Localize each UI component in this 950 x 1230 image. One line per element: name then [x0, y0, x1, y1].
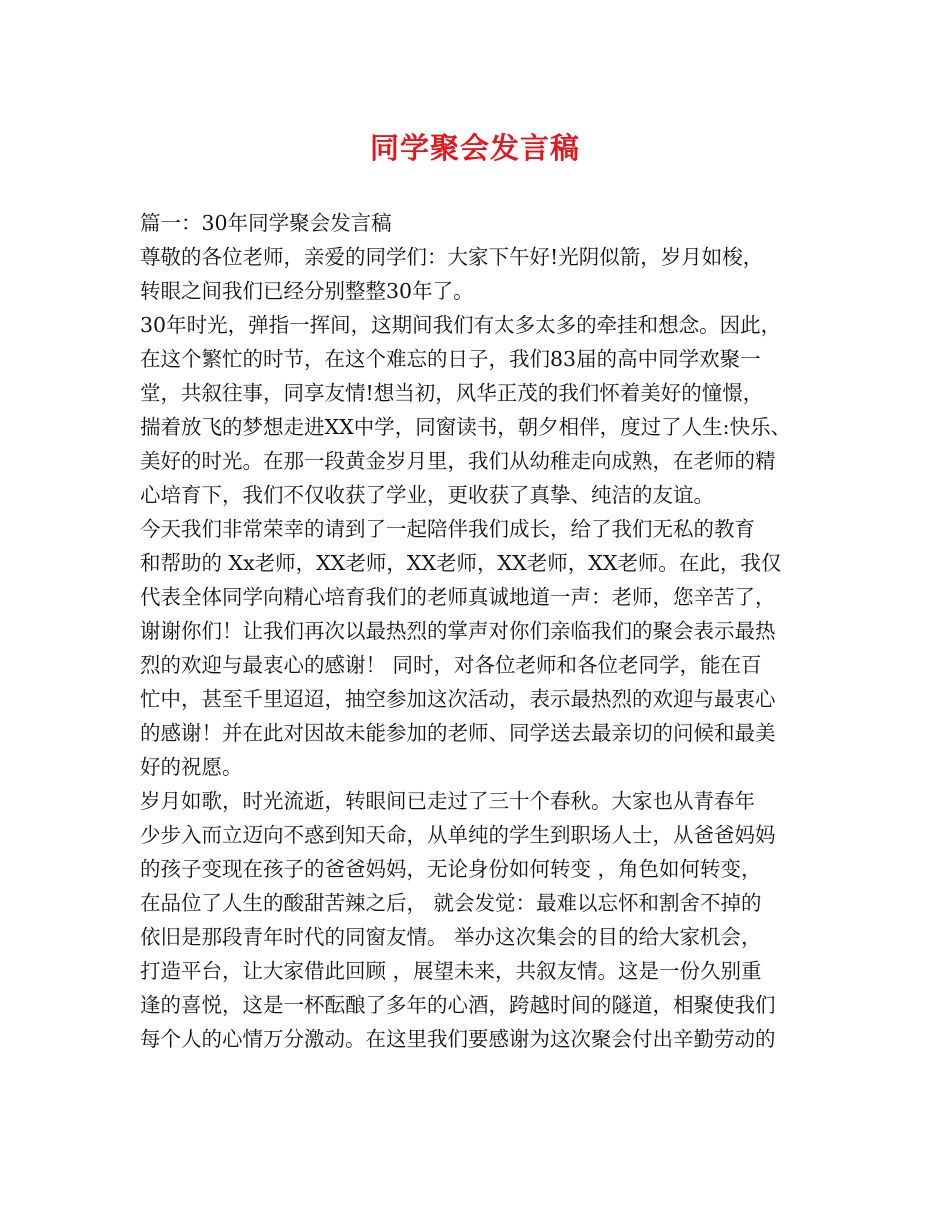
text-line: 岁月如歌，时光流逝，转眼间已走过了三十个春秋。大家也从青春年	[140, 789, 755, 813]
document-title: 同学聚会发言稿	[369, 131, 580, 165]
text-line: 忙中，甚至千里迢迢，抽空参加这次活动，表示最热烈的欢迎与最衷心	[140, 687, 776, 711]
text-line: 在这个繁忙的时节，在这个难忘的日子，我们83届的高中同学欢聚一	[140, 347, 761, 371]
text-line: 逢的喜悦，这是一杯酝酿了多年的心酒，跨越时间的隧道，相聚使我们	[140, 993, 776, 1017]
text-line: 代表全体同学向精心培育我们的老师真诚地道一声：老师，您辛苦了，	[140, 585, 776, 609]
text-line: 好的祝愿。	[140, 755, 243, 779]
text-line: 和帮助的 Xx老师，XX老师，XX老师，XX老师，XX老师。在此，我仅	[140, 551, 782, 575]
text-line: 谢谢你们！让我们再次以最热烈的掌声对你们亲临我们的聚会表示最热	[140, 619, 776, 643]
text-line: 在品位了人生的酸甜苦辣之后， 就会发觉：最难以忘怀和割舍不掉的	[140, 891, 762, 915]
text-line: 今天我们非常荣幸的请到了一起陪伴我们成长，给了我们无私的教育	[140, 517, 755, 541]
text-line: 的感谢！并在此对因故未能参加的老师、同学送去最亲切的问候和最美	[140, 721, 776, 745]
text-line: 转眼之间我们已经分别整整30年了。	[140, 279, 474, 303]
document-body	[140, 206, 830, 1056]
text-line: 堂，共叙往事，同享友情!想当初，风华正茂的我们怀着美好的憧憬，	[140, 381, 764, 405]
text-line: 少步入而立迈向不惑到知天命，从单纯的学生到职场人士，从爸爸妈妈	[140, 823, 776, 847]
text-line: 揣着放飞的梦想走进XX中学，同窗读书，朝夕相伴，度过了人生:快乐、	[140, 415, 792, 439]
text-line: 依旧是那段青年时代的同窗友情。 举办这次集会的目的给大家机会，	[140, 925, 762, 949]
text-line: 美好的时光。在那一段黄金岁月里，我们从幼稚走向成熟，在老师的精	[140, 449, 776, 473]
text-line: 每个人的心情万分激动。在这里我们要感谢为这次聚会付出辛勤劳动的	[140, 1027, 776, 1051]
text-line: 尊敬的各位老师，亲爱的同学们：大家下午好!光阴似箭，岁月如梭，	[140, 245, 764, 269]
text-line: 打造平台，让大家借此回顾 ，展望未来，共叙友情。这是一份久别重	[140, 959, 762, 983]
text-line: 30年时光，弹指一挥间，这期间我们有太多太多的牵挂和想念。因此，	[140, 313, 782, 337]
text-line: 的孩子变现在孩子的爸爸妈妈，无论身份如何转变 ，角色如何转变，	[140, 857, 762, 881]
text-line: 心培育下，我们不仅收获了学业，更收获了真挚、纯洁的友谊。	[140, 483, 714, 507]
text-line: 篇一：30年同学聚会发言稿	[140, 211, 392, 235]
text-line: 烈的欢迎与最衷心的感谢！ 同时，对各位老师和各位老同学，能在百	[140, 653, 762, 677]
